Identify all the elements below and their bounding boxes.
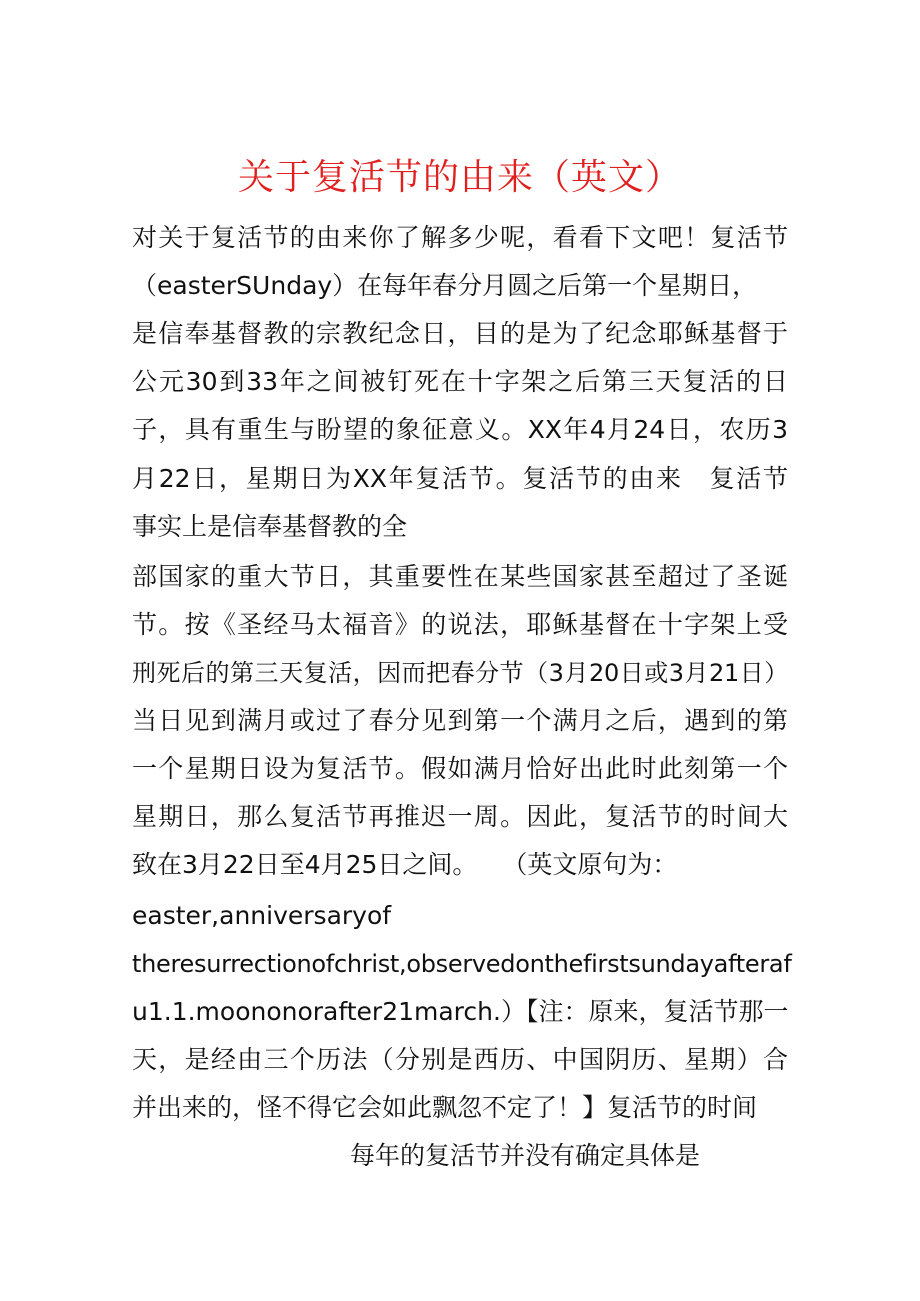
- paragraph-line: 当日见到满月或过了春分见到第一个满月之后，遇到的第: [132, 706, 788, 735]
- paragraph-line: 公元30到33年之间被钉死在十字架之后第三天复活的日: [132, 367, 788, 396]
- paragraph-line: 事实上是信奉基督教的全: [132, 512, 408, 541]
- paragraph-line: 并出来的，怪不得它会如此飘忽不定了！】复活节的时间: [132, 1093, 758, 1122]
- paragraph-line: 致在3月22日至4月25日之间。 （英文原句为：: [132, 850, 678, 879]
- paragraph-line: theresurrectionofchrist,observedonthefirstsundayafteraf: [132, 950, 792, 978]
- paragraph-line: 子，具有重生与盼望的象征意义。XX年4月24日，农历3: [132, 415, 788, 444]
- paragraph-line: 星期日，那么复活节再推迟一周。因此，复活节的时间大: [132, 802, 788, 831]
- paragraph-line: （easterSUnday）在每年春分月圆之后第一个星期日，: [132, 271, 758, 300]
- document-title: 关于复活节的由来（英文）: [237, 157, 682, 198]
- paragraph-line: 天，是经由三个历法（分别是西历、中国阴历、星期）合: [132, 1045, 788, 1074]
- paragraph-line: 节。按《圣经马太福音》的说法，耶稣基督在十字架上受: [132, 610, 788, 639]
- paragraph-line: 是信奉基督教的宗教纪念日，目的是为了纪念耶稣基督于: [132, 319, 788, 348]
- paragraph-line: 对关于复活节的由来你了解多少呢，看看下文吧！复活节: [132, 223, 788, 252]
- paragraph-line: 部国家的重大节日，其重要性在某些国家甚至超过了圣诞: [132, 562, 788, 591]
- paragraph-line: 月22日，星期日为XX年复活节。复活节的由来 复活节: [132, 464, 788, 493]
- paragraph-line: easter,anniversaryof: [132, 901, 392, 930]
- paragraph-line: 一个星期日设为复活节。假如满月恰好出此时此刻第一个: [132, 754, 788, 783]
- paragraph-line-indented: 每年的复活节并没有确定具体是: [350, 1141, 701, 1170]
- paragraph-line: 刑死后的第三天复活，因而把春分节（3月20日或3月21日）: [132, 659, 788, 687]
- paragraph-line: u1.1.moononorafter21march.）【注：原来，复活节那一: [132, 997, 789, 1026]
